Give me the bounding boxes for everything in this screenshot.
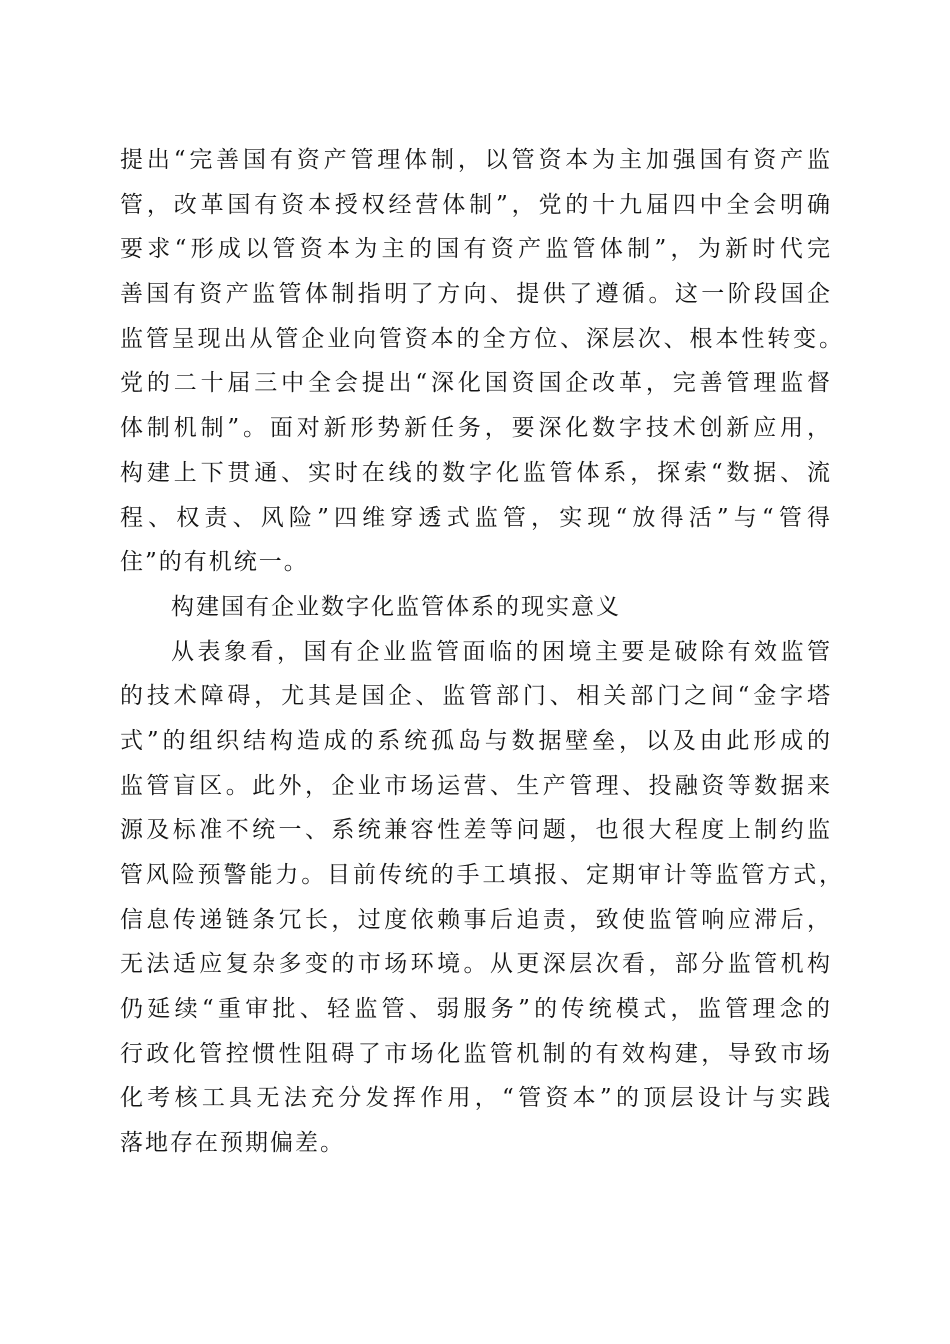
body-line: 管风险预警能力。目前传统的手工填报、定期审计等监管方式， bbox=[120, 862, 844, 888]
body-line: 要求“形成以管资本为主的国有资产监管体制”，为新时代完 bbox=[120, 236, 832, 263]
body-line: 从表象看，国有企业监管面临的困境主要是破除有效监管 bbox=[171, 638, 832, 665]
document-body bbox=[120, 138, 850, 1166]
body-line: 党的二十届三中全会提出“深化国资国企改革，完善管理监督 bbox=[120, 370, 832, 397]
body-line: 程、权责、风险”四维穿透式监管，实现“放得活”与“管得 bbox=[120, 504, 832, 531]
section-heading-text: 构建国有企业数字化监管体系的现实意义 bbox=[171, 593, 621, 620]
body-line: 住”的有机统一。 bbox=[120, 549, 309, 576]
body-line: 善国有资产监管体制指明了方向、提供了遵循。这一阶段国企 bbox=[120, 281, 832, 308]
body-line: 无法适应复杂多变的市场环境。从更深层次看，部分监管机构 bbox=[120, 951, 832, 978]
body-line: 体制机制”。面对新形势新任务，要深化数字技术创新应用， bbox=[120, 415, 832, 442]
body-line: 管，改革国有资本授权经营体制”，党的十九届四中全会明确 bbox=[120, 191, 832, 218]
body-line: 源及标准不统一、系统兼容性差等问题，也很大程度上制约监 bbox=[120, 817, 832, 844]
body-line: 信息传递链条冗长，过度依赖事后追责，致使监管响应滞后， bbox=[120, 906, 832, 933]
body-line: 行政化管控惯性阻碍了市场化监管机制的有效构建，导致市场 bbox=[120, 1040, 832, 1067]
body-line: 构建上下贯通、实时在线的数字化监管体系，探索“数据、流 bbox=[120, 459, 832, 486]
body-line: 提出“完善国有资产管理体制，以管资本为主加强国有资产监 bbox=[120, 147, 832, 173]
body-line: 监管盲区。此外，企业市场运营、生产管理、投融资等数据来 bbox=[120, 772, 832, 799]
paragraph bbox=[120, 630, 850, 1166]
body-line: 化考核工具无法充分发挥作用，“管资本”的顶层设计与实践 bbox=[120, 1085, 832, 1112]
section-heading bbox=[120, 585, 850, 630]
body-line: 的技术障碍，尤其是国企、监管部门、相关部门之间“金字塔 bbox=[120, 683, 832, 710]
body-line: 落地存在预期偏差。 bbox=[120, 1130, 345, 1157]
body-line: 仍延续“重审批、轻监管、弱服务”的传统模式，监管理念的 bbox=[120, 996, 832, 1023]
paragraph-continued bbox=[120, 138, 850, 585]
body-line: 监管呈现出从管企业向管资本的全方位、深层次、根本性转变。 bbox=[120, 325, 844, 352]
body-line: 式”的组织结构造成的系统孤岛与数据壁垒，以及由此形成的 bbox=[120, 727, 832, 754]
